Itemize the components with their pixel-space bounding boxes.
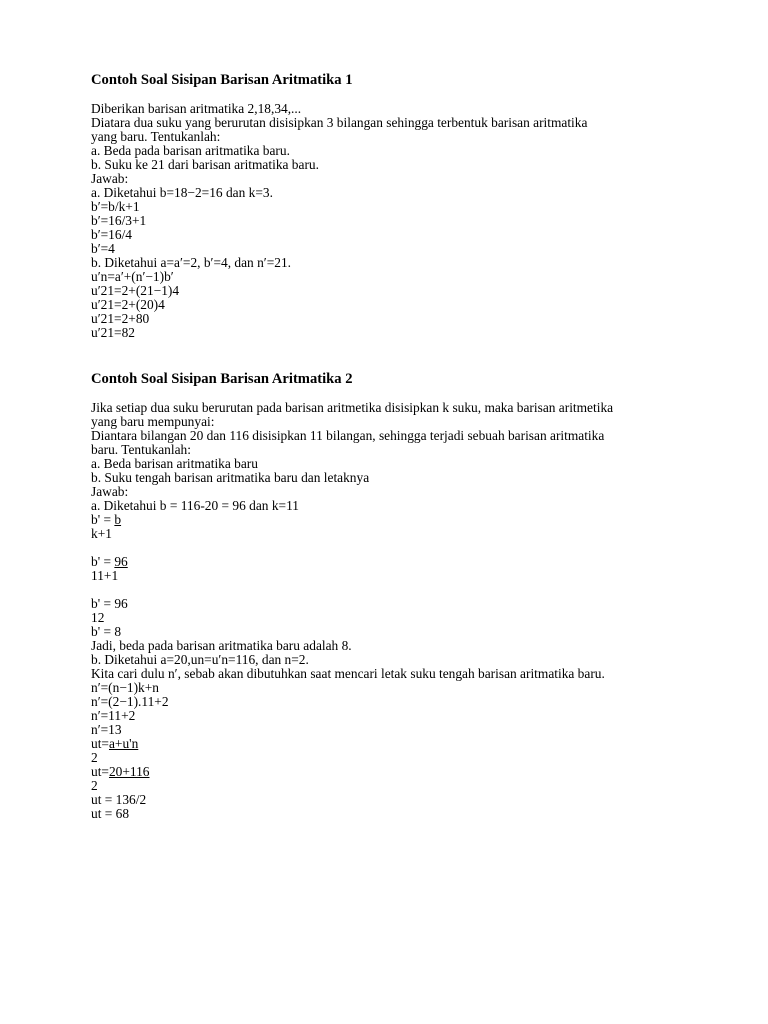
fraction-numerator-line	[91, 555, 691, 569]
section1-line: b. Diketahui a=a′=2, b′=4, dan n′=21.	[91, 255, 292, 270]
section2-line: baru. Tentukanlah:	[91, 442, 191, 457]
result-line: b' = 8	[91, 624, 122, 639]
section2-line: Jadi, beda pada barisan aritmatika baru adalah 8.	[91, 638, 352, 653]
fraction-numerator-line	[91, 737, 691, 751]
section1-line: yang baru. Tentukanlah:	[91, 129, 221, 144]
section2-line: n′=(2−1).11+2	[91, 694, 169, 709]
section1-line: b′=4	[91, 241, 115, 256]
fraction-denominator: 11+1	[91, 568, 119, 583]
section2-line: yang baru mempunyai:	[91, 414, 215, 429]
fraction-numerator: b	[114, 512, 122, 527]
section2-line: ut = 136/2	[91, 792, 147, 807]
fraction-numerator-line: b' = 96	[91, 596, 128, 611]
fraction-denominator: 12	[91, 610, 105, 625]
document-page	[91, 71, 691, 821]
section1-line: u′21=2+80	[91, 311, 150, 326]
section1-title: Contoh Soal Sisipan Barisan Aritmatika 1	[91, 72, 353, 88]
section1-line: u′21=82	[91, 325, 135, 340]
section1-line: u′n=a′+(n′−1)b′	[91, 269, 174, 284]
blank-line	[91, 583, 691, 597]
section2-line: n′=(n−1)k+n	[91, 680, 159, 695]
section1-body	[91, 102, 691, 340]
section2-line: a. Diketahui b = 116-20 = 96 dan k=11	[91, 498, 299, 513]
section2-line: b. Suku tengah barisan aritmatika baru dan letaknya	[91, 470, 370, 485]
section1-line: u′21=2+(21−1)4	[91, 283, 180, 298]
fraction-numerator: 20+116	[108, 764, 150, 779]
section1-line: b′=b/k+1	[91, 199, 140, 214]
section2-line: a. Beda barisan aritmatika baru	[91, 456, 258, 471]
section1-line: b′=16/3+1	[91, 213, 147, 228]
fraction-prefix: b' =	[91, 554, 115, 569]
section1-line: a. Beda pada barisan aritmatika baru.	[91, 143, 290, 158]
fraction-prefix: ut=	[91, 764, 109, 779]
section1-line: Diberikan barisan aritmatika 2,18,34,...	[91, 101, 302, 116]
fraction-numerator-line	[91, 513, 691, 527]
section2-line: ut = 68	[91, 806, 130, 821]
fraction-denominator: k+1	[91, 526, 112, 541]
section2-line: Jawab:	[91, 484, 129, 499]
fraction-denominator: 2	[91, 750, 98, 765]
section2-line: Diantara bilangan 20 dan 116 disisipkan 11 bilangan, sehingga terjadi sebuah barisan aritmatika	[91, 428, 605, 443]
section1-line: a. Diketahui b=18−2=16 dan k=3.	[91, 185, 273, 200]
section1-line: b. Suku ke 21 dari barisan aritmatika baru.	[91, 157, 319, 172]
section2-line: Kita cari dulu n′, sebab akan dibutuhkan saat mencari letak suku tengah barisan aritmatika baru.	[91, 666, 605, 681]
fraction-numerator: a+u'n	[108, 736, 139, 751]
fraction-prefix: b' =	[91, 512, 115, 527]
section1-line: Jawab:	[91, 171, 129, 186]
section2-line: b. Diketahui a=20,un=u′n=116, dan n=2.	[91, 652, 309, 667]
fraction-denominator: 2	[91, 778, 98, 793]
section1-line: b′=16/4	[91, 227, 132, 242]
section2-line: n′=11+2	[91, 708, 136, 723]
fraction-numerator: 96	[114, 554, 128, 569]
section2-body	[91, 401, 691, 821]
fraction-prefix: ut=	[91, 736, 109, 751]
fraction-numerator-line	[91, 765, 691, 779]
section1-line: Diatara dua suku yang berurutan disisipkan 3 bilangan sehingga terbentuk barisan aritmatika	[91, 115, 588, 130]
section2-line: n′=13	[91, 722, 122, 737]
blank-line	[91, 541, 691, 555]
section2-title: Contoh Soal Sisipan Barisan Aritmatika 2	[91, 371, 353, 387]
section1-line: u′21=2+(20)4	[91, 297, 165, 312]
section2-line: Jika setiap dua suku berurutan pada barisan aritmetika disisipkan k suku, maka barisan aritmetika	[91, 400, 614, 415]
